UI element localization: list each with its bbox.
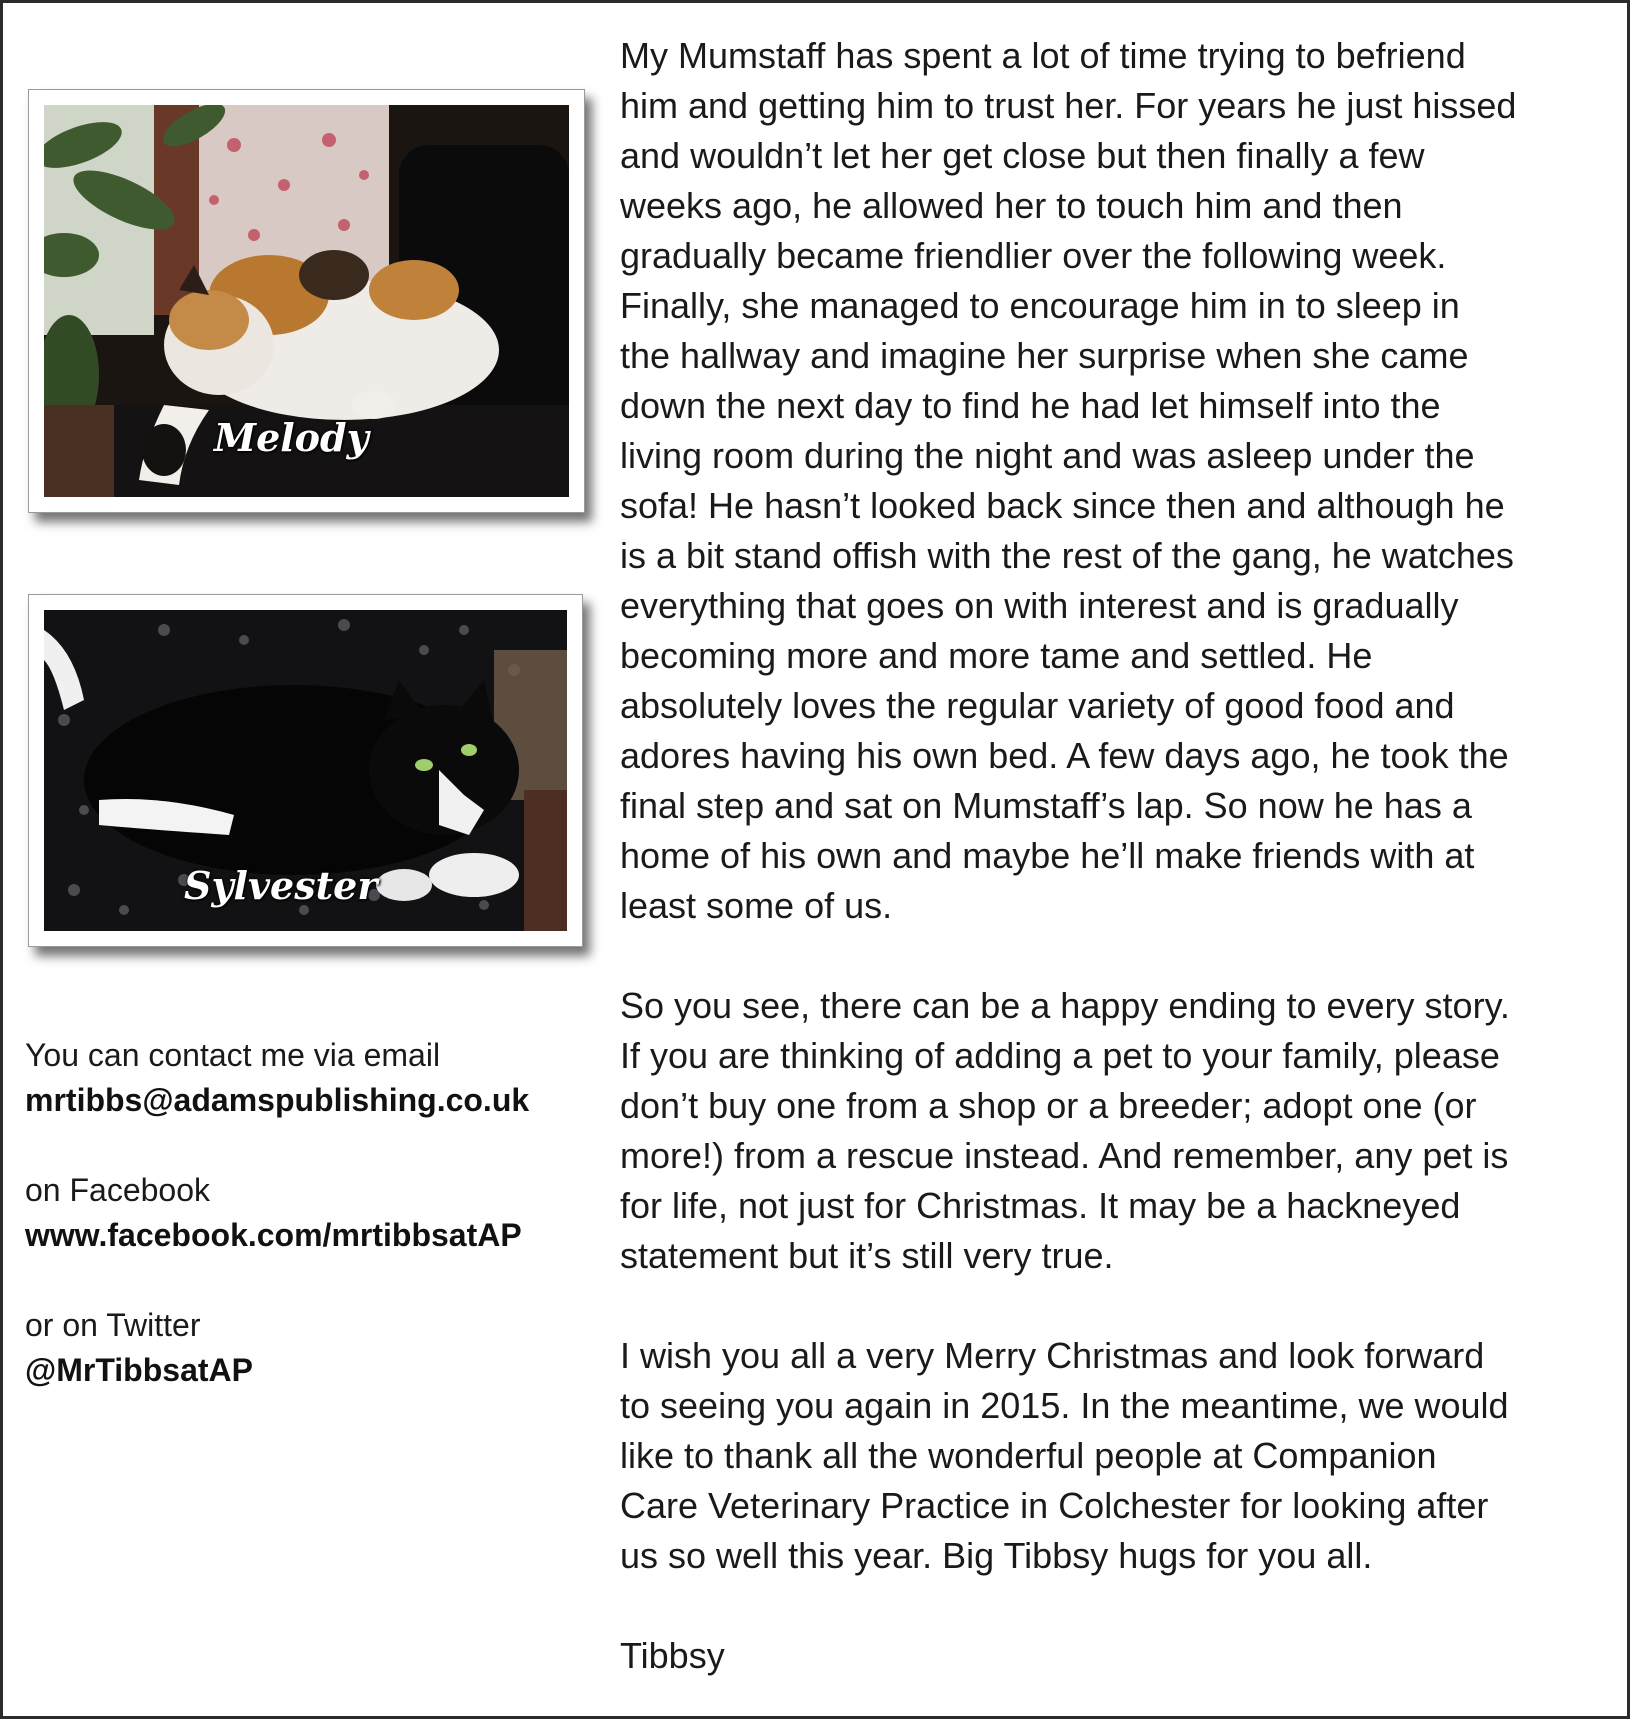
text-line: gradually became friendlier over the following week.: [620, 235, 1447, 276]
twitter-handle: @MrTibbsatAP: [25, 1352, 253, 1388]
text-line: I wish you all a very Merry Christmas and look forward: [620, 1335, 1485, 1376]
paragraph-2: [620, 981, 1620, 1281]
twitter-label: or on Twitter: [25, 1307, 201, 1343]
text-line: us so well this year. Big Tibbsy hugs for you all.: [620, 1535, 1373, 1576]
paragraph-3: [620, 1331, 1620, 1581]
text-line: If you are thinking of adding a pet to your family, please: [620, 1035, 1500, 1076]
melody-photo-frame: [28, 89, 585, 513]
facebook-url: www.facebook.com/mrtibbsatAP: [25, 1217, 522, 1253]
text-line: for life, not just for Christmas. It may be a hackneyed: [620, 1185, 1461, 1226]
text-line: him and getting him to trust her. For years he just hissed: [620, 85, 1517, 126]
email-contact: [25, 1033, 605, 1123]
text-line: My Mumstaff has spent a lot of time trying to befriend: [620, 35, 1466, 76]
text-line: becoming more and more tame and settled. He: [620, 635, 1373, 676]
signature-block: [620, 1631, 1620, 1681]
facebook-label: on Facebook: [25, 1172, 211, 1208]
text-line: like to thank all the wonderful people at Companion: [620, 1435, 1437, 1476]
contact-section: [25, 1033, 605, 1438]
text-line: So you see, there can be a happy ending to every story.: [620, 985, 1510, 1026]
text-line: statement but it’s still very true.: [620, 1235, 1114, 1276]
text-line: weeks ago, he allowed her to touch him and then: [620, 185, 1403, 226]
text-line: everything that goes on with interest and is gradually: [620, 585, 1459, 626]
text-line: sofa! He hasn’t looked back since then and although he: [620, 485, 1505, 526]
text-line: more!) from a rescue instead. And remember, any pet is: [620, 1135, 1509, 1176]
article-body: [620, 31, 1620, 1731]
text-line: least some of us.: [620, 885, 893, 926]
text-line: the hallway and imagine her surprise when she came: [620, 335, 1469, 376]
text-line: Finally, she managed to encourage him in to sleep in: [620, 285, 1460, 326]
text-line: adores having his own bed. A few days ago, he took the: [620, 735, 1509, 776]
email-address: mrtibbs@adamspublishing.co.uk: [25, 1082, 530, 1118]
twitter-contact: [25, 1303, 605, 1393]
text-line: absolutely loves the regular variety of good food and: [620, 685, 1455, 726]
text-line: final step and sat on Mumstaff’s lap. So now he has a: [620, 785, 1472, 826]
sylvester-photo-frame: [28, 594, 583, 947]
text-line: and wouldn’t let her get close but then finally a few: [620, 135, 1425, 176]
facebook-contact: [25, 1168, 605, 1258]
text-line: home of his own and maybe he’ll make friends with at: [620, 835, 1475, 876]
signature: Tibbsy: [620, 1635, 725, 1676]
paragraph-1: [620, 31, 1620, 931]
text-line: is a bit stand offish with the rest of the gang, he watches: [620, 535, 1514, 576]
sylvester-caption: Sylvester: [184, 863, 378, 908]
text-line: don’t buy one from a shop or a breeder; adopt one (or: [620, 1085, 1477, 1126]
email-label: You can contact me via email: [25, 1037, 441, 1073]
text-line: Care Veterinary Practice in Colchester for looking after: [620, 1485, 1489, 1526]
melody-caption: Melody: [214, 415, 369, 460]
text-line: down the next day to find he had let himself into the: [620, 385, 1441, 426]
text-line: living room during the night and was asleep under the: [620, 435, 1475, 476]
text-line: to seeing you again in 2015. In the meantime, we would: [620, 1385, 1509, 1426]
